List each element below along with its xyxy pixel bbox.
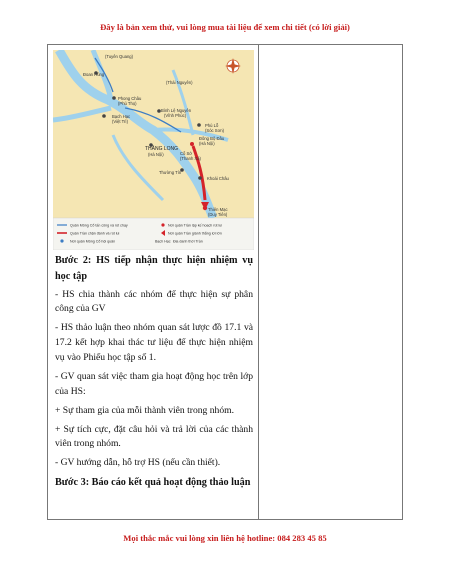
step3-heading: Bước 3: Báo cáo kết quả hoạt động thảo luận <box>55 477 251 489</box>
list-item: - GV quan sát việc tham gia hoạt động học trên lớp của HS: <box>55 370 253 397</box>
lesson-content <box>55 253 253 494</box>
label-soc-son: (Sóc Sơn) <box>205 128 225 133</box>
label-ha-noi-1: (Hà Nội) <box>199 141 215 146</box>
legend-retreat: Nơi quân Trần lập kế hoạch rút lui <box>168 223 223 228</box>
label-thuong-tin: Thường Tín <box>159 170 182 175</box>
label-co-so: Cổ Sở <box>180 151 193 156</box>
legend-mongol: Quân Mông Cổ tấn công và rút chạy <box>70 223 128 228</box>
products-column <box>259 45 402 519</box>
legend-victory: Nơi quân Trần giành thắng lợi lớn <box>168 231 222 236</box>
legend-tran-place: Địa danh thời Trần <box>173 239 203 244</box>
label-phu-tho: (Phú Thọ) <box>118 101 137 106</box>
lesson-table <box>47 44 403 520</box>
label-tuyen-quang: (Tuyên Quang) <box>105 54 134 59</box>
legend-retreat-symbol <box>161 223 164 226</box>
hotline-notice: Mọi thắc mắc vui lòng xin liên hệ hotline: 084 283 45 85 <box>123 533 327 543</box>
label-doan-hung: Đoan Hùng <box>83 72 105 77</box>
map-figure <box>53 50 254 250</box>
label-vinh-phuc: (Vĩnh Phúc) <box>164 113 187 118</box>
label-binh-le-nguyen: Bình Lệ Nguyên <box>161 108 192 113</box>
list-item: - GV hướng dẫn, hỗ trợ HS (nếu cần thiết). <box>55 457 221 469</box>
legend-rendezvous: Nơi quân Mông Cổ hội quân <box>70 239 116 244</box>
list-item: + Sự tích cực, đặt câu hỏi và trả lời của các thành viên trong nhóm. <box>55 423 253 450</box>
label-thai-nguyen: (Thái Nguyên) <box>166 80 193 85</box>
label-dong-bo-dau: Đông Bộ Đầu <box>199 136 225 141</box>
legend-tran: Quân Trần chặn đánh và rút lui <box>70 231 120 236</box>
legend-example-place: Bạch Hạc <box>155 239 171 244</box>
label-viet-tri: (Việt Trì) <box>112 119 128 124</box>
list-item: + Sự tham gia của mỗi thành viên trong nhóm. <box>55 404 235 416</box>
label-duy-tien: (Duy Tiên) <box>208 212 228 217</box>
step2-heading: Bước 2: HS tiếp nhận thực hiện nhiệm vụ học tập <box>55 255 253 282</box>
activity-column <box>48 45 258 519</box>
list-item: - HS thảo luận theo nhóm quan sát lược đồ 17.1 và 17.2 kết hợp khai thác tư liệu để thực hiện nhiệm vụ vào Phiếu học tập số 1. <box>55 322 253 364</box>
label-ha-noi-2: (Hà Nội) <box>148 152 164 157</box>
label-khoai-chau: Khoái Châu <box>207 176 229 181</box>
label-thanh-xa: (Thanh Xá) <box>180 156 201 161</box>
preview-notice: Đây là bản xem thử, vui lòng mua tài liệu để xem chi tiết (có lời giải) <box>100 22 350 32</box>
label-phu-lo: Phù Lỗ <box>205 123 219 128</box>
list-item: - HS chia thành các nhóm để thực hiện sự phân công của GV <box>55 288 253 315</box>
label-phong-chau: Phong Châu <box>118 96 142 101</box>
label-bach-hac: Bạch Hạc <box>112 114 131 119</box>
legend-rendezvous-symbol <box>60 239 63 242</box>
label-thang-long: THĂNG LONG <box>145 146 179 152</box>
campaign-map <box>53 50 254 250</box>
map-legend <box>53 218 254 250</box>
label-thien-mac: Thiên Mạc <box>208 207 228 212</box>
